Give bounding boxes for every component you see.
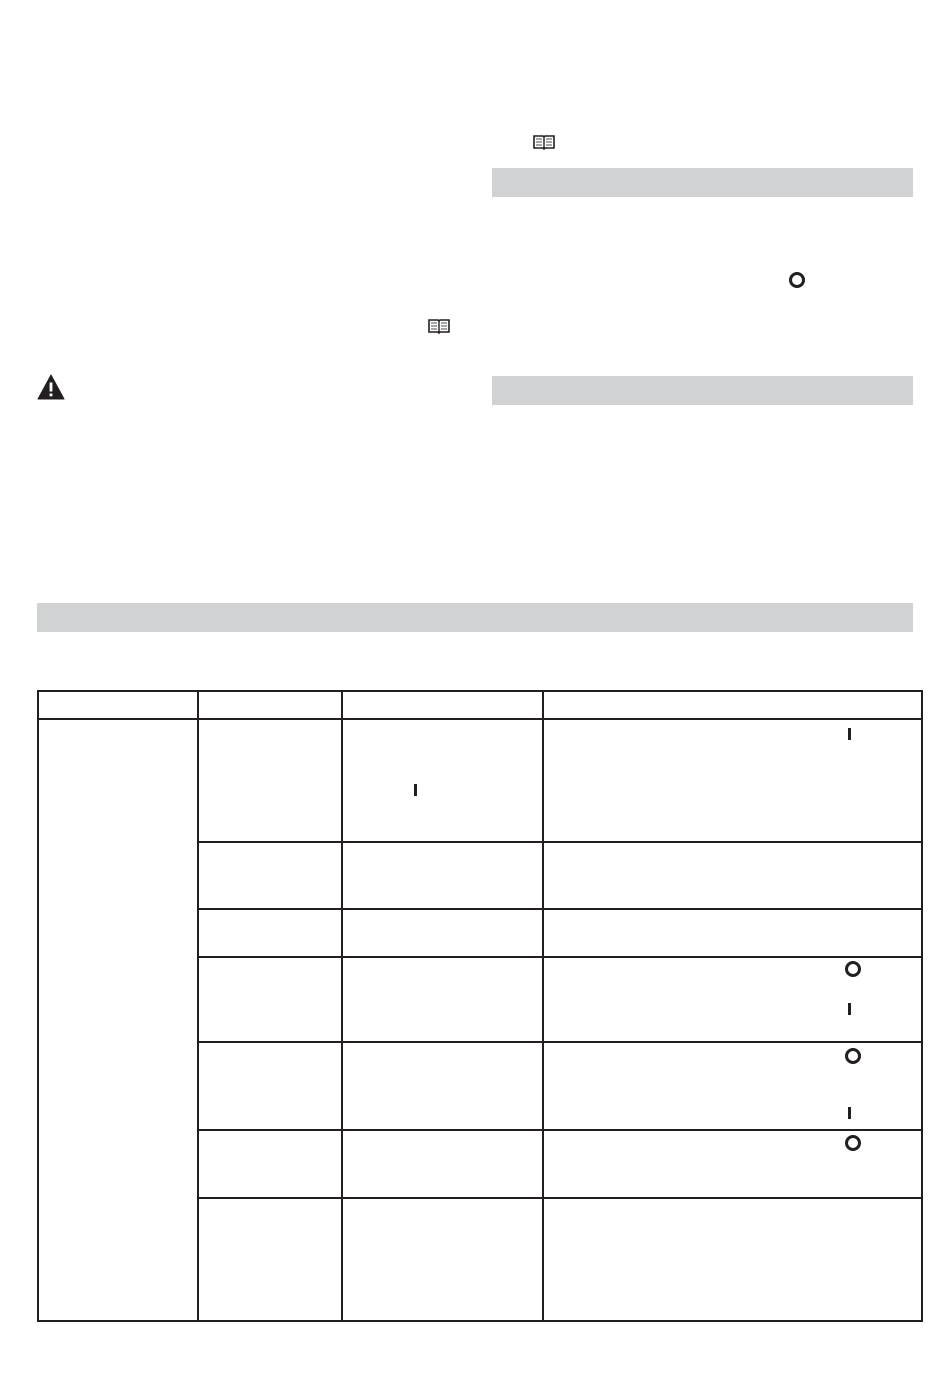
- table-cell: [342, 842, 543, 908]
- table-cell: [543, 909, 922, 957]
- switch-on-icon: [848, 728, 851, 740]
- troubleshooting-table: [37, 690, 923, 1322]
- switch-on-icon: [414, 784, 417, 796]
- table-cell: [543, 719, 922, 842]
- table-cell: [38, 719, 198, 1321]
- switch-off-icon: [845, 1048, 861, 1064]
- table-cell: [543, 842, 922, 908]
- section-heading-bar: [492, 376, 913, 405]
- book-icon: [532, 134, 556, 150]
- book-icon: [427, 318, 451, 334]
- switch-off-icon: [789, 272, 805, 288]
- header-cell: [342, 691, 543, 719]
- table-cell: [543, 1042, 922, 1130]
- table-cell: [198, 719, 342, 842]
- table-cell: [342, 909, 543, 957]
- table-cell: [342, 957, 543, 1042]
- table-row: [38, 719, 922, 842]
- header-cell: [543, 691, 922, 719]
- switch-off-icon: [845, 961, 861, 977]
- section-heading-bar: [492, 168, 913, 197]
- section-heading-bar: [37, 603, 913, 632]
- table-cell: [342, 1198, 543, 1321]
- warning-triangle-icon: [37, 374, 65, 400]
- table-cell: [198, 1130, 342, 1197]
- table-cell: [198, 909, 342, 957]
- table-header-row: [38, 691, 922, 719]
- switch-on-icon: [848, 1003, 851, 1015]
- switch-on-icon: [848, 1107, 851, 1119]
- table-cell: [198, 1198, 342, 1321]
- switch-off-icon: [845, 1135, 861, 1151]
- header-cell: [198, 691, 342, 719]
- header-cell: [38, 691, 198, 719]
- table-cell: [342, 1130, 543, 1197]
- table-cell: [543, 1198, 922, 1321]
- table-cell: [198, 1042, 342, 1130]
- table-cell: [543, 957, 922, 1042]
- table-cell: [198, 957, 342, 1042]
- table-cell: [342, 719, 543, 842]
- table-cell: [543, 1130, 922, 1197]
- table-cell: [198, 842, 342, 908]
- table-cell: [342, 1042, 543, 1130]
